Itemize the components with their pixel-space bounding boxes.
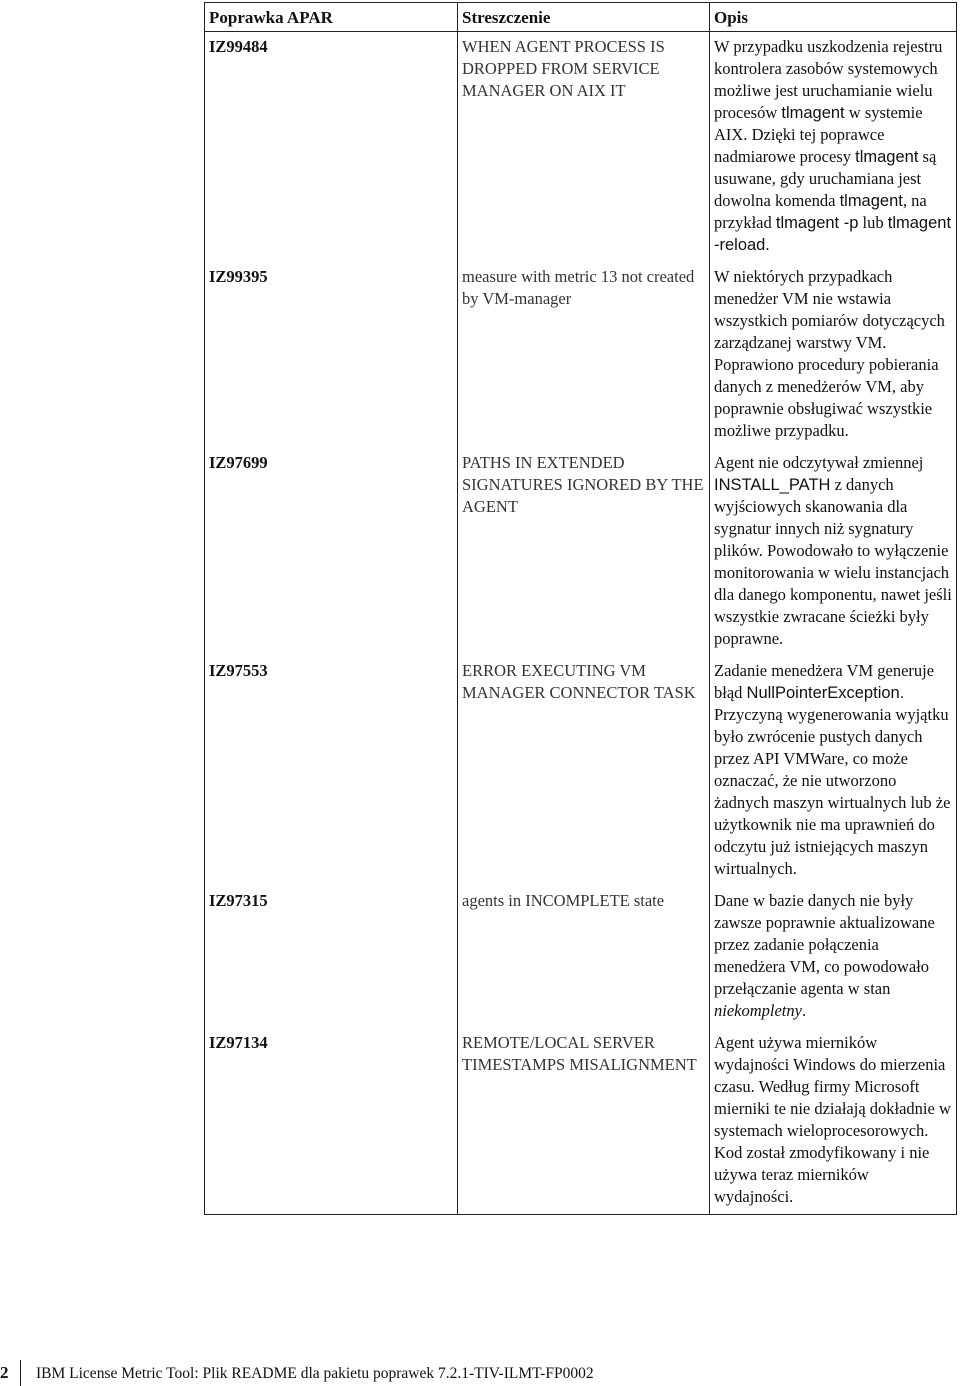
apar-id: IZ97699: [205, 448, 458, 656]
description-text: lub: [858, 213, 888, 232]
header-description: Opis: [710, 3, 957, 32]
description-text: z danych wyjściowych skanowania dla sygnatur innych niż sygnatury plików. Powodowało to wyłączenie monitorowania w wielu instancjach dla danego komponentu, nawet jeśli wszystkie zwracane ścieżki były poprawne.: [714, 475, 952, 648]
description-text: są usuwane, gdy uruchamiana jest dowolna komenda: [714, 147, 937, 210]
header-summary: Streszczenie: [458, 3, 710, 32]
apar-description: [710, 1028, 957, 1215]
description-text: W przypadku uszkodzenia rejestru kontrolera zasobów systemowych możliwe jest uruchamianie wielu procesów: [714, 37, 943, 122]
apar-id: IZ99484: [205, 32, 458, 263]
apar-summary: PATHS IN EXTENDED SIGNATURES IGNORED BY THE AGENT: [458, 448, 710, 656]
code-term: tlmagent: [855, 148, 919, 166]
code-term: INSTALL_PATH: [714, 476, 831, 494]
footer-divider: [20, 1360, 21, 1386]
table-body: [205, 32, 957, 1215]
apar-id: IZ99395: [205, 262, 458, 448]
code-term: tlmagent -p: [775, 214, 859, 232]
apar-description: [710, 448, 957, 656]
table-header: [205, 3, 957, 32]
table-row: [205, 1028, 957, 1215]
description-text: w systemie AIX. Dzięki tej poprawce nadmiarowe procesy: [714, 103, 923, 166]
apar-summary: WHEN AGENT PROCESS IS DROPPED FROM SERVICE MANAGER ON AIX IT: [458, 32, 710, 263]
description-text: W niektórych przypadkach menedżer VM nie wstawia wszystkich pomiarów dotyczących zarządzanej warstwy VM. Poprawiono procedury pobierania danych z menedżerów VM, aby poprawnie obsługiwać wszystkie możliwe przypadku.: [714, 267, 945, 440]
header-apar: Poprawka APAR: [205, 3, 458, 32]
apar-id: IZ97134: [205, 1028, 458, 1215]
apar-description: [710, 656, 957, 886]
apar-fixes-table: [204, 2, 957, 1215]
table-row: [205, 656, 957, 886]
apar-summary: REMOTE/LOCAL SERVER TIMESTAMPS MISALIGNMENT: [458, 1028, 710, 1215]
apar-summary: agents in INCOMPLETE state: [458, 886, 710, 1028]
table-row: [205, 32, 957, 263]
footer-text: IBM License Metric Tool: Plik README dla pakietu poprawek 7.2.1-TIV-ILMT-FP0002: [36, 1365, 594, 1382]
description-text: .: [765, 235, 770, 254]
description-text: Dane w bazie danych nie były zawsze poprawnie aktualizowane przez zadanie połączenia menedżera VM, co powodowało przełączanie agenta w stan: [714, 891, 935, 998]
apar-summary: measure with metric 13 not created by VM-manager: [458, 262, 710, 448]
code-term: tlmagent -reload: [714, 214, 952, 254]
description-text: Agent nie odczytywał zmiennej: [714, 453, 924, 472]
description-text: Przyczyną wygenerowania wyjątku było zwrócenie pustych danych przez API VMWare, co może oznaczać, że nie utworzono żadnych maszyn wirtualnych lub że użytkownik nie ma uprawnień do odczytu już istniejących maszyn wirtualnych.: [714, 705, 951, 878]
description-text: , na przykład: [714, 191, 927, 232]
table-row: [205, 448, 957, 656]
code-term: NullPointerException.: [746, 684, 905, 702]
description-text: .: [801, 1001, 807, 1020]
apar-summary: ERROR EXECUTING VM MANAGER CONNECTOR TASK: [458, 656, 710, 886]
apar-description: [710, 262, 957, 448]
table-row: [205, 886, 957, 1028]
apar-id: IZ97315: [205, 886, 458, 1028]
apar-id: IZ97553: [205, 656, 458, 886]
table-row: [205, 262, 957, 448]
code-term: tlmagent: [839, 192, 903, 210]
apar-description: [710, 32, 957, 263]
code-term: tlmagent: [781, 104, 845, 122]
apar-description: [710, 886, 957, 1028]
description-text: Zadanie menedżera VM generuje błąd: [714, 661, 935, 702]
page-number: 2: [0, 1363, 9, 1382]
description-text: Agent używa mierników wydajności Windows do mierzenia czasu. Według firmy Microsoft mierniki te nie działają dokładnie w systemach wieloprocesorowych. Kod został zmodyfikowany i nie używa teraz mierników wydajności.: [714, 1033, 951, 1206]
emphasis-text: niekompletny: [714, 1001, 802, 1020]
